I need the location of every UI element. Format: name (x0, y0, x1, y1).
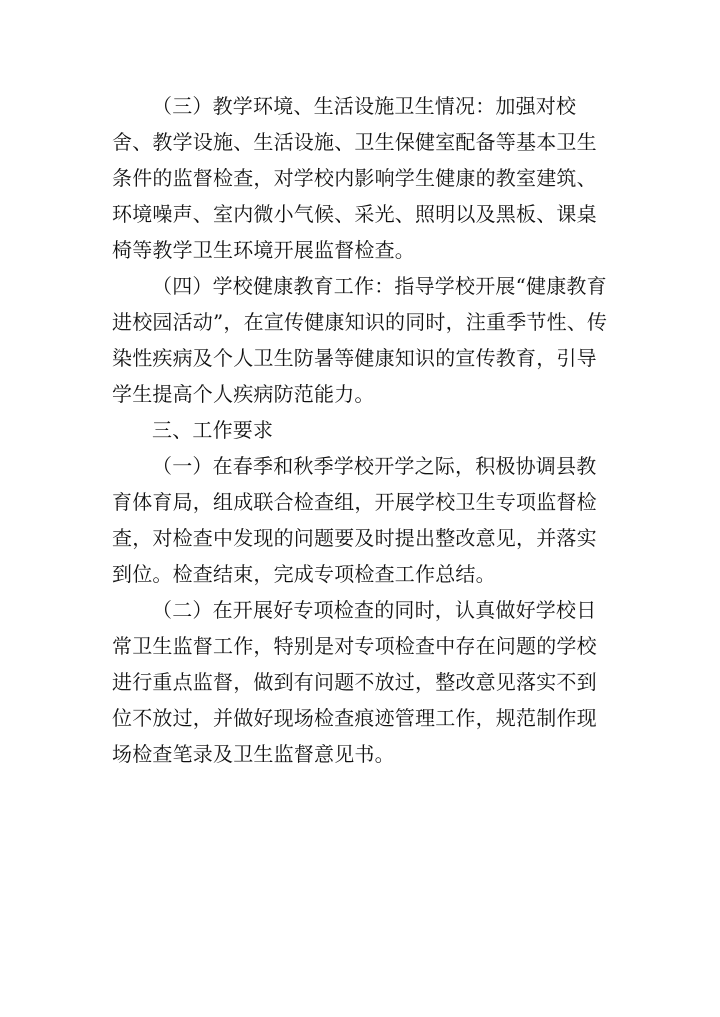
paragraph-section-3-environment: （三）教学环境、生活设施卫生情况：加强对校舍、教学设施、生活设施、卫生保健室配备等基本卫生条件的监督检查，对学校内影响学生健康的教室建筑、环境噪声、室内微小气候、采光、照明以及黑板、课桌椅等教学卫生环境开展监督检查。 (112, 94, 597, 262)
paragraph-requirement-2: （二）在开展好专项检查的同时，认真做好学校日常卫生监督工作，特别是对专项检查中存在问题的学校进行重点监督，做到有问题不放过，整改意见落实不到位不放过，并做好现场检查痕迹管理工作，规范制作现场检查笔录及卫生监督意见书。 (112, 598, 597, 766)
heading-work-requirements: 三、工作要求 (152, 418, 274, 442)
paragraph-section-4-health-education: （四）学校健康教育工作：指导学校开展“健康教育进校园活动”，在宣传健康知识的同时，注重季节性、传染性疾病及个人卫生防暑等健康知识的宣传教育，引导学生提高个人疾病防范能力。 (112, 274, 608, 406)
document-body (112, 88, 612, 772)
paragraph-requirement-1: （一）在春季和秋季学校开学之际，积极协调县教育体育局，组成联合检查组，开展学校卫生专项监督检查，对检查中发现的问题要及时提出整改意见，并落实到位。检查结束，完成专项检查工作总结。 (112, 454, 597, 586)
